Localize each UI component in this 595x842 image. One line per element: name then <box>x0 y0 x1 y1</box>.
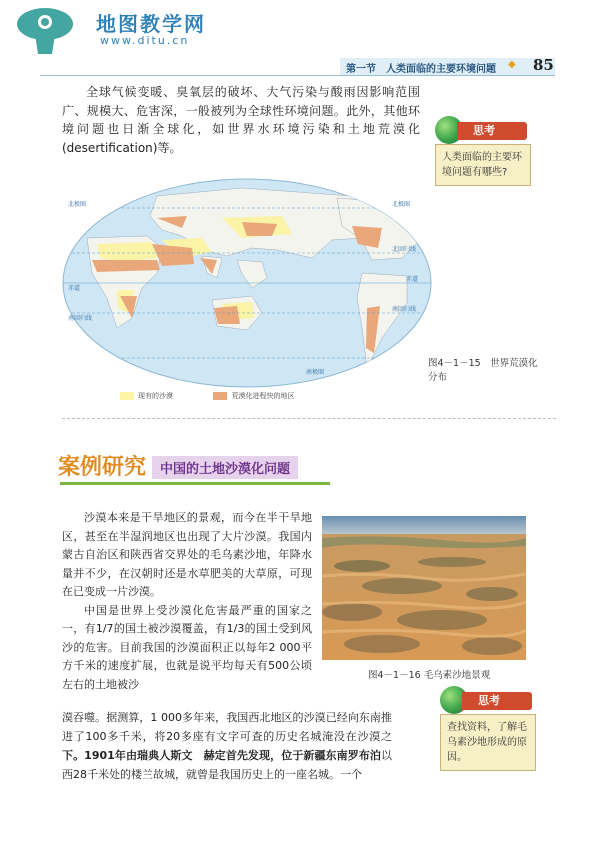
equator-label-right: 赤道 <box>406 276 419 283</box>
arctic-circle-label-left: 北极圈 <box>68 201 87 208</box>
map-legend <box>120 391 294 401</box>
section-divider <box>62 418 556 419</box>
tropic-capricorn-label-left: 南回归线 <box>68 315 93 322</box>
legend-swatch-desert <box>120 392 134 400</box>
legend-desertification-label: 荒漠化进程快的地区 <box>231 392 295 400</box>
equator-label-left: 赤道 <box>68 285 81 292</box>
map-caption: 图4－1－15 世界荒漠化分布 <box>428 358 538 383</box>
think-question: 人类面临的主要环境问题有哪些? <box>435 144 531 186</box>
case-paragraph-3a: 漠吞噬。据测算，1 000多年来，我国西北地区的沙漠已经向东南推进了100多千米，将20多座有文字可查的历史名城淹没在沙漠之 <box>62 711 392 743</box>
header-rule <box>40 75 555 76</box>
intro-text: 全球气候变暖、臭氧层的破坏、大气污染与酸雨因影响范围广、规模大、危害深，一般被列为全球性环境问题。此外，其他环境问题也日渐全球化，如世界水环境污染和土地荒漠化(desertification)等。 <box>62 85 420 155</box>
case-study-body-continued <box>62 708 392 784</box>
think-tag: 思考 <box>462 692 532 710</box>
maowusu-sandland-photo <box>322 516 526 660</box>
diamond-icon: ◆ <box>508 59 516 70</box>
section-title: 第一节 人类面临的主要环境问题 <box>346 64 496 75</box>
legend-desert-label: 现有的沙漠 <box>138 392 173 400</box>
arctic-circle-label-right: 北极圈 <box>392 201 411 208</box>
case-paragraph-2: 中国是世界上受沙漠化危害最严重的国家之一，有1/7的国土被沙漠覆盖，有1/3的国土受到风沙的危害。目前我国的沙漠面积正以每年2 000平方千米的速度扩展，也就是说平均每天有500公顷左右的土地被沙 <box>62 603 312 691</box>
case-study-title: 中国的土地沙漠化问题 <box>152 456 298 479</box>
case-study-underline <box>60 482 330 485</box>
intro-paragraph <box>62 83 420 157</box>
site-logo <box>14 6 76 56</box>
case-paragraph-3b: 以西28千米处的楼兰故城，就曾是我国历史上的一座名城。一个 <box>62 749 392 781</box>
legend-swatch-desertification <box>213 392 227 400</box>
case-study-body <box>62 509 312 694</box>
case-study-label: 案例研究 <box>58 454 147 480</box>
world-desertification-map <box>62 178 432 388</box>
case-paragraph-3-bold: 下。1901年由瑞典人斯文 赫定首先发现，位于新疆东南罗布泊 <box>62 749 381 762</box>
site-url: www.ditu.cn <box>100 34 190 47</box>
antarctic-circle-label: 南极圈 <box>306 369 325 376</box>
tropic-capricorn-label-right: 南回归线 <box>392 306 417 313</box>
case-paragraph-1: 沙漠本来是干旱地区的景观，而今在半干旱地区，甚至在半湿润地区也出现了大片沙漠。我国内蒙古自治区和陕西省交界处的毛乌素沙地，年降水量并不少，在汉朝时还是水草肥美的大草原，可现在已变成一片沙漠。 <box>62 511 312 598</box>
think-tag: 思考 <box>457 122 527 140</box>
think-question: 查找资料，了解毛乌素沙地形成的原因。 <box>440 714 536 771</box>
page-number: 85 <box>533 56 554 74</box>
photo-caption: 图4－1－16 毛乌素沙地景观 <box>368 670 491 681</box>
tropic-cancer-label: 北回归线 <box>392 246 417 253</box>
site-name: 地图教学网 <box>96 12 206 36</box>
